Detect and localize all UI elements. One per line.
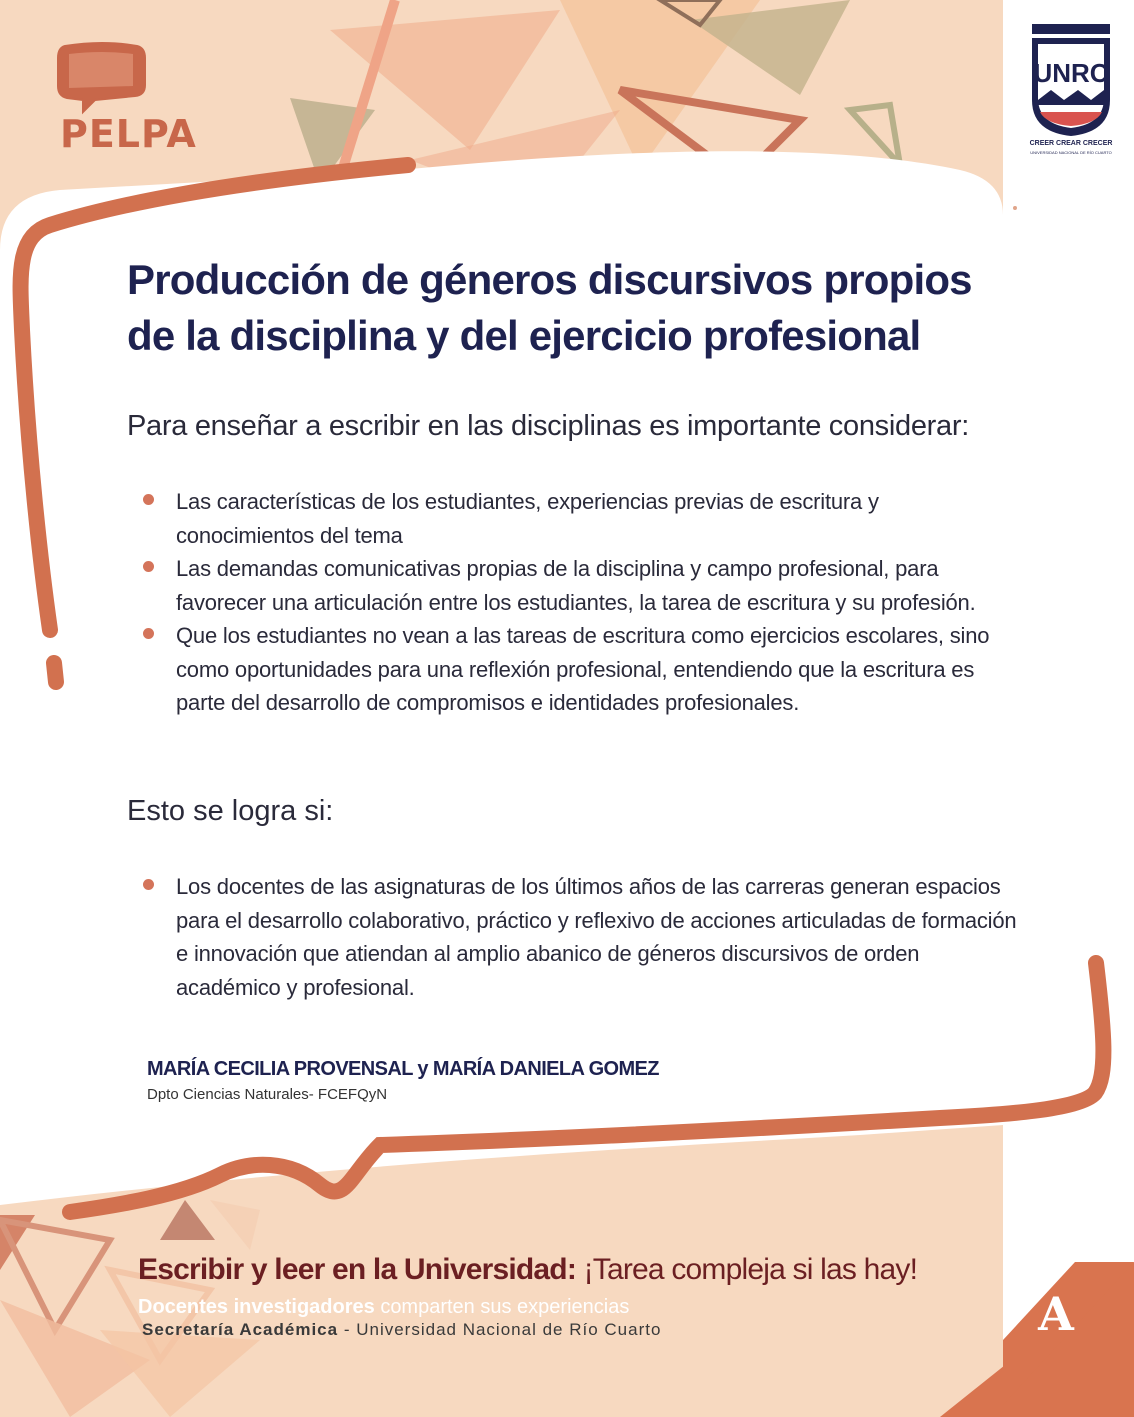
footer-subtitle-rest: comparten sus experiencias bbox=[380, 1296, 630, 1318]
footer-subtitle bbox=[138, 1296, 629, 1319]
footer-title bbox=[138, 1253, 917, 1287]
list-item bbox=[140, 485, 1020, 552]
footer-title-light: ¡Tarea compleja si las hay! bbox=[583, 1253, 918, 1286]
list-item-text: Que los estudiantes no vean a las tareas de escritura como ejercicios escolares, sino como oportunidades para una reflexión profesional, entendiendo que la escritura es parte del desarrollo de compromisos e identidades profesionales. bbox=[176, 623, 990, 715]
list-item bbox=[140, 552, 1020, 619]
bullet-icon bbox=[143, 494, 154, 505]
list-item bbox=[140, 619, 1020, 720]
speech-bubble-icon bbox=[55, 40, 150, 115]
considerations-list bbox=[140, 485, 1020, 720]
footer-title-bold: Escribir y leer en la Universidad: bbox=[138, 1253, 577, 1286]
unrc-logo-text: UNRC bbox=[1033, 58, 1109, 88]
conditions-list bbox=[140, 870, 1020, 1004]
footer-credit bbox=[142, 1320, 661, 1340]
pelpa-logo[interactable] bbox=[52, 40, 212, 160]
intro-text: Para enseñar a escribir en las disciplinas es importante considerar: bbox=[127, 410, 969, 442]
unrc-subtitle: UNIVERSIDAD NACIONAL DE RÍO CUARTO bbox=[1030, 150, 1112, 155]
corner-letter-icon: A bbox=[1038, 1287, 1074, 1341]
list-item bbox=[140, 870, 1020, 1004]
bullet-icon bbox=[143, 879, 154, 890]
unrc-shield-icon bbox=[1026, 20, 1116, 138]
unrc-logo[interactable] bbox=[1026, 20, 1116, 160]
bullet-icon bbox=[143, 561, 154, 572]
footer-credit-bold: Secretaría Académica bbox=[142, 1320, 339, 1339]
list-item-text: Los docentes de las asignaturas de los últimos años de las carreras generan espacios para el desarrollo colaborativo, práctico y reflexivo de acciones articuladas de formación e innovación que atiendan al amplio abanico de géneros discursivos de orden académico y profesional. bbox=[176, 874, 1017, 1000]
department: Dpto Ciencias Naturales- FCEFQyN bbox=[147, 1086, 388, 1103]
unrc-motto: CREER CREAR CRECER bbox=[1029, 140, 1113, 147]
list-item-text: Las demandas comunicativas propias de la disciplina y campo profesional, para favorecer una articulación entre los estudiantes, la tarea de escritura y su profesión. bbox=[176, 556, 976, 615]
authors: MARÍA CECILIA PROVENSAL y MARÍA DANIELA GOMEZ bbox=[147, 1058, 659, 1080]
section-heading: Esto se logra si: bbox=[127, 795, 334, 827]
pelpa-logo-text: PELPA bbox=[60, 112, 197, 156]
footer-subtitle-bold: Docentes investigadores bbox=[138, 1296, 375, 1318]
list-item-text: Las características de los estudiantes, experiencias previas de escritura y conocimientos del tema bbox=[176, 489, 879, 548]
page-title: Producción de géneros discursivos propios de la disciplina y del ejercicio profesional bbox=[127, 256, 972, 359]
footer-credit-rest: - Universidad Nacional de Río Cuarto bbox=[343, 1320, 662, 1339]
bullet-icon bbox=[143, 628, 154, 639]
